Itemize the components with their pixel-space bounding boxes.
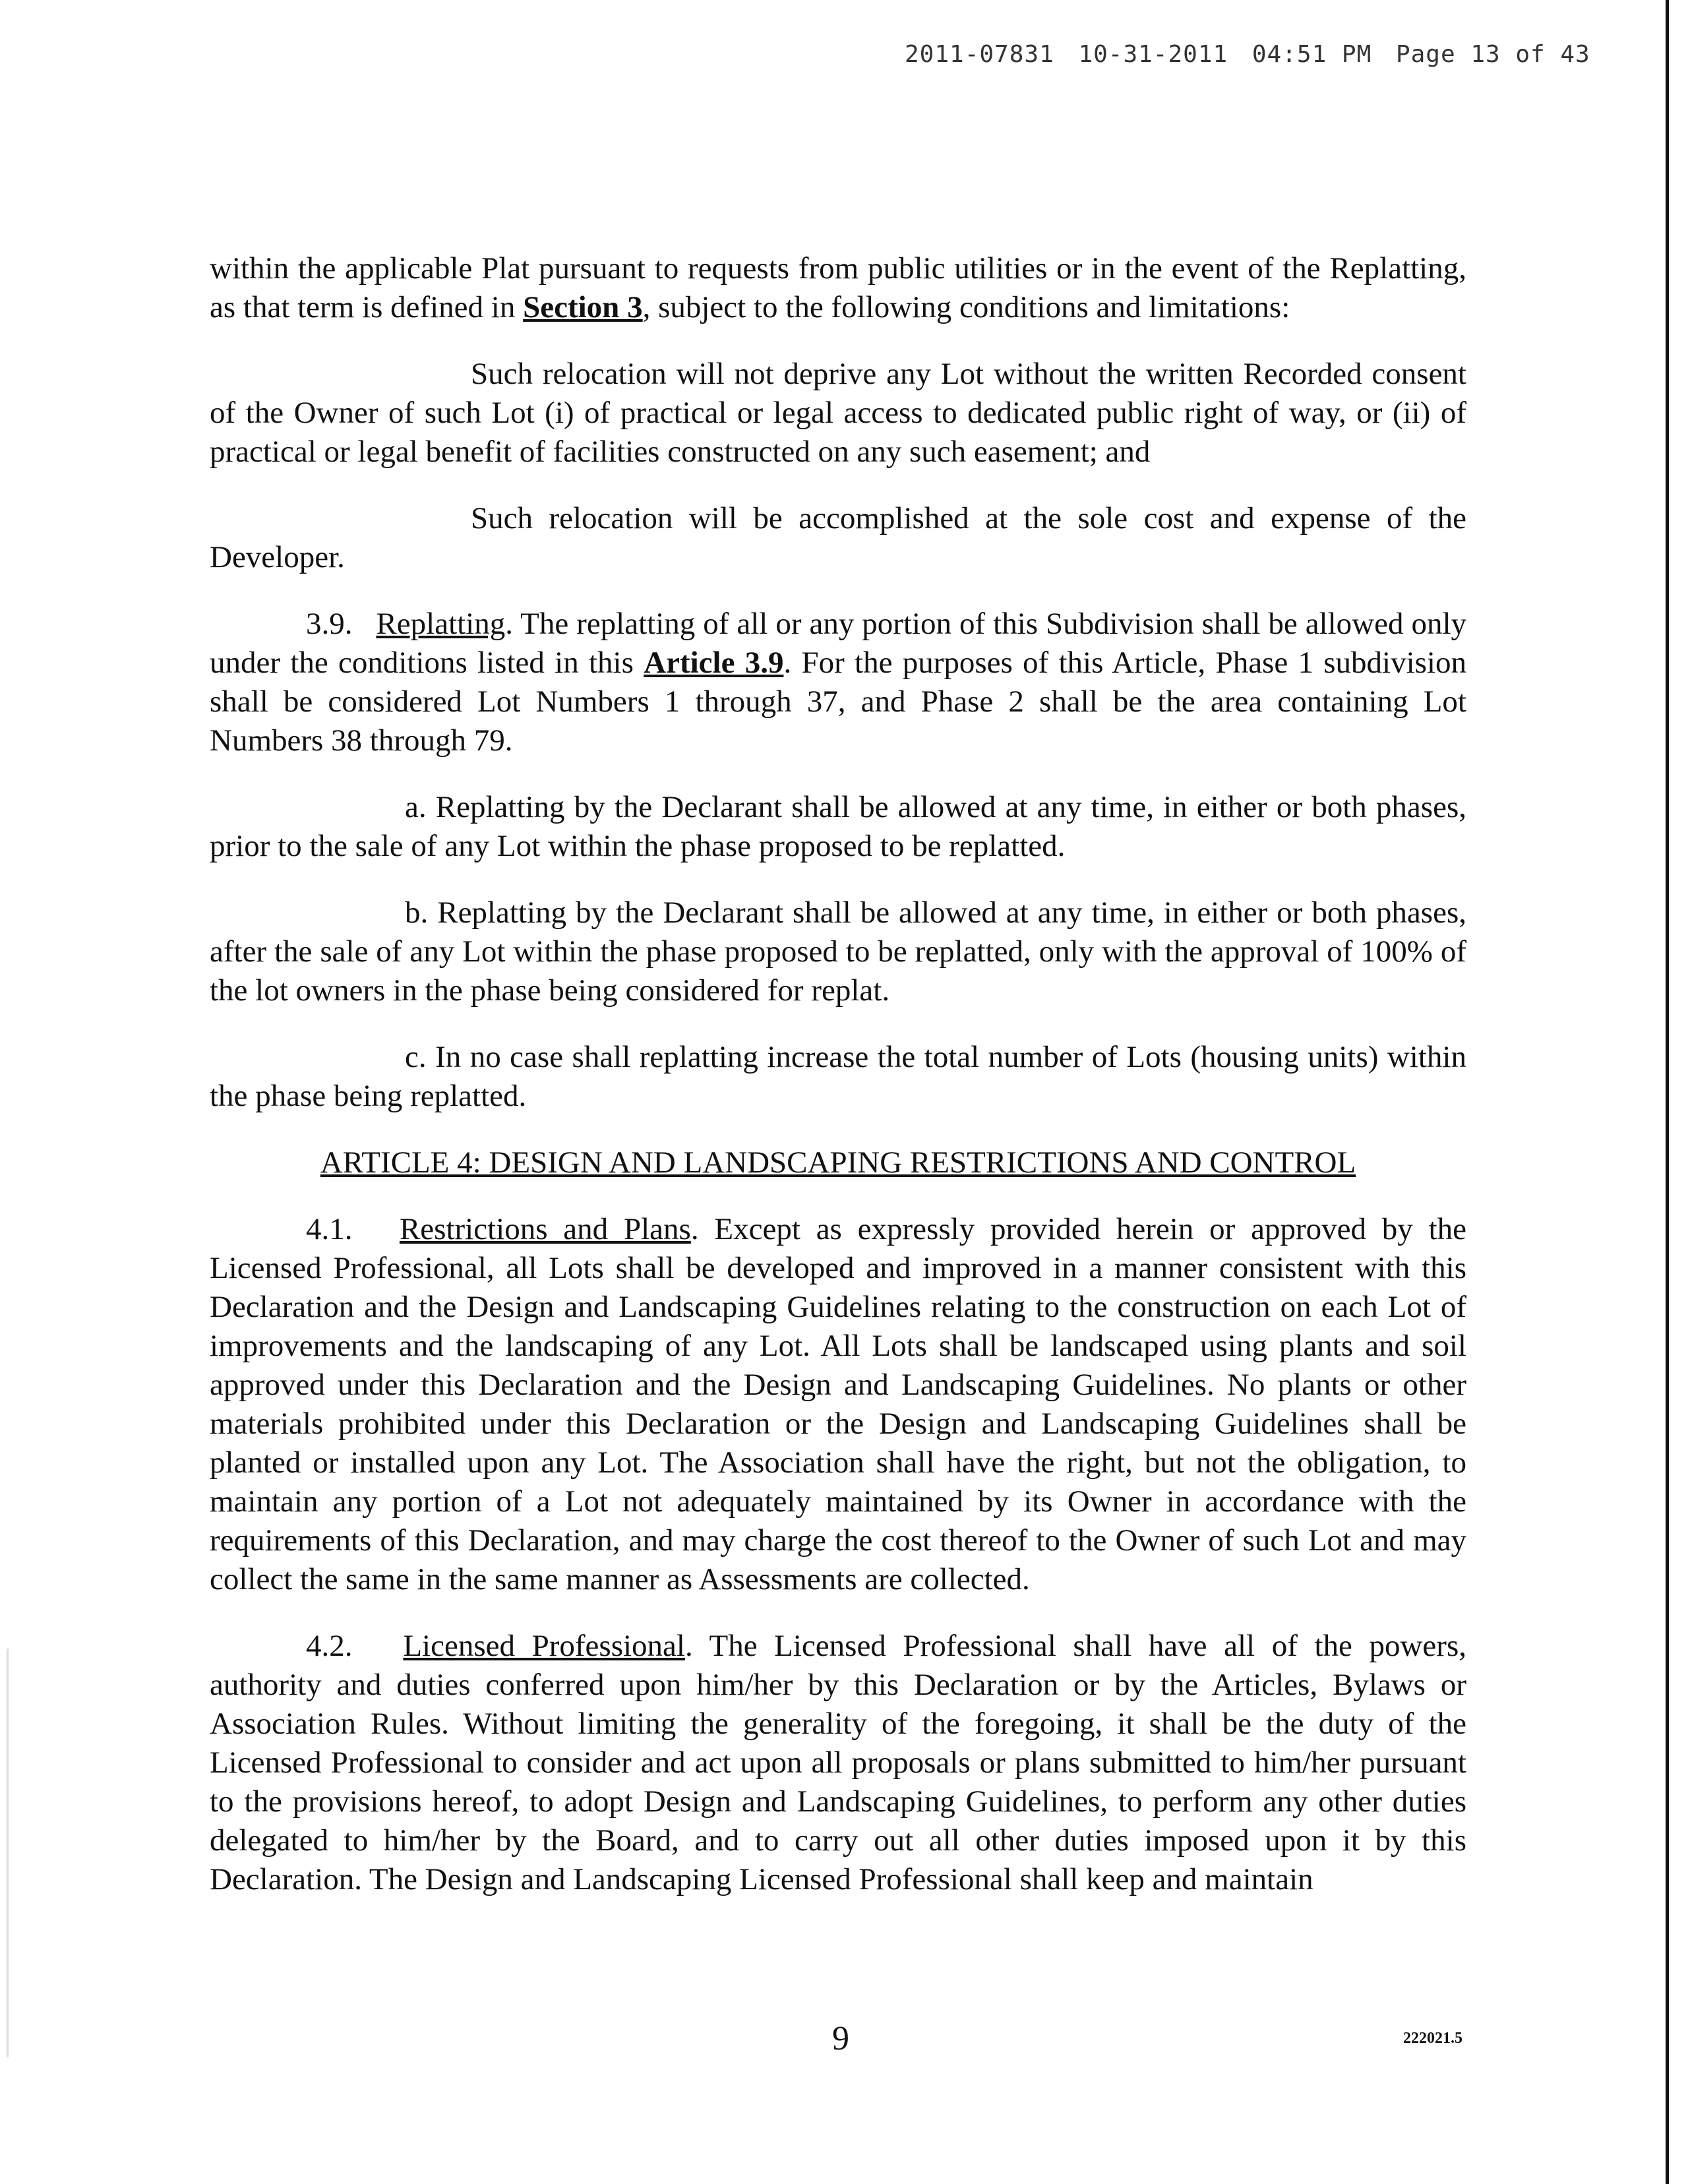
fax-header [905,41,1590,68]
fax-doc-number: 2011-07831 [905,41,1054,68]
section-4-1: 4.1. Restrictions and Plans. Except as expressly provided herein or approved by the Licensed Professional, all Lots shall be developed and improved in a manner consistent with this Declaration and the Design and Landscaping Guidelines relating to the construction on each Lot of improvements and the landscaping of any Lot. All Lots shall be landscaped using plants and soil approved under this Declaration and the Design and Landscaping Guidelines. No plants or other materials prohibited under this Declaration or the Design and Landscaping Guidelines shall be planted or installed upon any Lot. The Association shall have the right, but not the obligation, to maintain any portion of a Lot not adequately maintained by its Owner in accordance with the requirements of this Declaration, and may charge the cost thereof to the Owner of such Lot and may collect the same in the same manner as Assessments are collected. [210,1212,1466,1596]
section-4-2: 4.2. Licensed Professional. The Licensed Professional shall have all of the powers, authority and duties conferred upon him/her by this Declaration or by the Articles, Bylaws or Association Rules. Without limiting the generality of the foregoing, it shall be the duty of the Licensed Professional to consider and act upon all proposals or plans submitted to him/her pursuant to the provisions hereof, to adopt Design and Landscaping Guidelines, to perform any other duties delegated to him/her by the Board, and to carry out all other duties imposed upon it by this Declaration. The Design and Landscaping Licensed Professional shall keep and maintain [210,1629,1466,1896]
article-3-9-reference: Article 3.9 [644,646,784,680]
document-code: 222021.5 [1403,2030,1462,2047]
fax-date: 10-31-2011 [1078,41,1228,68]
scan-left-mark [7,1649,9,2057]
list-item-c: c. In no case shall replatting increase the total number of Lots (housing units) within the phase being replatted. [210,1040,1466,1113]
document-body [210,249,1466,1899]
paragraph-continuation: within the applicable Plat pursuant to requests from public utilities or in the event of the Replatting, as that term is defined in Section 3, subject to the following conditions and limitations: [210,251,1466,324]
article-4-title: ARTICLE 4: DESIGN AND LANDSCAPING RESTRICTIONS AND CONTROL [320,1145,1356,1180]
list-item-a: a. Replatting by the Declarant shall be allowed at any time, in either or both phases, prior to the sale of any Lot within the phase proposed to be replatted. [210,790,1466,863]
page-number: 9 [832,2020,849,2057]
section-title: Restrictions and Plans [399,1212,691,1246]
section-title: Licensed Professional [403,1629,685,1663]
section-number: 4.1. [306,1212,353,1246]
section-3-reference: Section 3 [523,290,643,324]
condition-paragraph-1: Such relocation will not deprive any Lot without the written Recorded consent of the Owner of such Lot (i) of practical or legal access to dedicated public right of way, or (ii) of practical or legal benefit of facilities constructed on any such easement; and [210,357,1466,469]
fax-page-label: Page 13 of 43 [1395,41,1590,68]
section-number: 4.2. [306,1629,353,1663]
section-number: 3.9. [306,607,353,641]
condition-paragraph-2: Such relocation will be accomplished at the sole cost and expense of the Developer. [210,501,1466,574]
list-item-b: b. Replatting by the Declarant shall be allowed at any time, in either or both phases, after the sale of any Lot within the phase proposed to be replatted, only with the approval of 100% of the lot owners in the phase being considered for replat. [210,895,1466,1008]
fax-time: 04:51 PM [1251,41,1372,68]
section-3-9: 3.9. Replatting. The replatting of all or any portion of this Subdivision shall be allowed only under the conditions listed in this Article 3.9. For the purposes of this Article, Phase 1 subdivision shall be considered Lot Numbers 1 through 37, and Phase 2 shall be the area containing Lot Numbers 38 through 79. [210,607,1467,758]
scan-edge-line [1666,0,1669,2184]
section-title: Replatting [376,607,506,641]
